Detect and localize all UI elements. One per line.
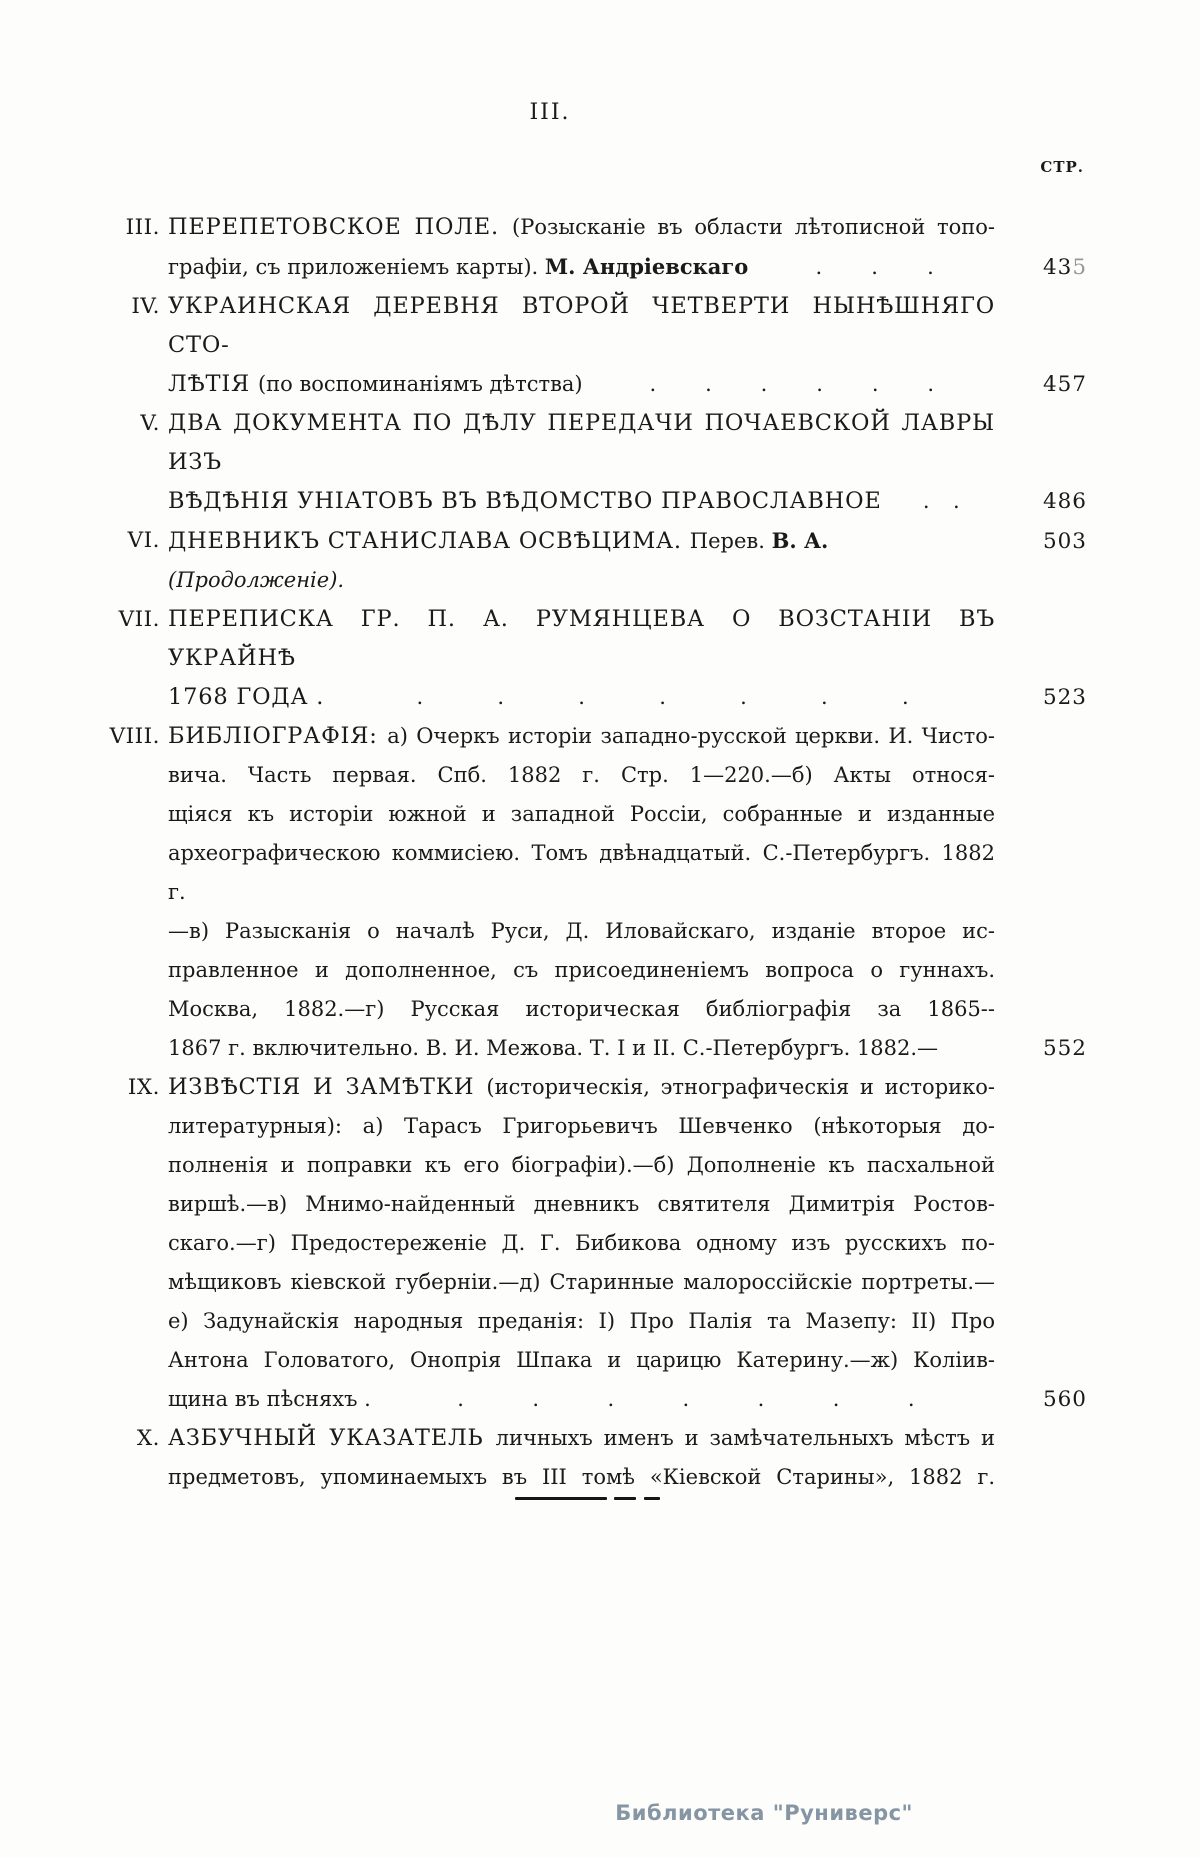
leader-dot: .	[497, 685, 505, 709]
text-segment: полненія и поправки къ его біографіи).—б) Дополненіе къ пасхальной	[168, 1153, 995, 1177]
text-segment: БИБЛІОГРАФІЯ:	[168, 723, 388, 749]
entry-line	[168, 795, 1087, 834]
leader-dot: .	[457, 1387, 464, 1411]
entry-lines	[168, 717, 1087, 1068]
entry-line	[168, 1341, 1087, 1380]
entry-line	[168, 404, 1087, 482]
entry-line-text	[168, 1302, 995, 1341]
entry-line	[168, 756, 1087, 795]
entry-line-text	[168, 990, 995, 1029]
text-segment: Перев.	[689, 529, 772, 553]
entry-numeral: IV.	[131, 294, 160, 319]
entry-line	[168, 482, 1087, 521]
entry-line-text	[168, 678, 324, 717]
leader-dot: .	[927, 255, 934, 279]
leader-dot: .	[821, 685, 828, 709]
entry-line	[168, 1302, 1087, 1341]
entry-page-number: 435	[1042, 255, 1087, 280]
entry-lines	[168, 287, 1087, 404]
section-divider	[515, 1497, 665, 1500]
leader-dot: .	[815, 255, 823, 279]
entry-line-text	[168, 717, 995, 756]
text-segment: ВѢДѢНІЯ УНІАТОВЪ ВЪ ВѢДОМСТВО ПРАВОСЛАВНОЕ	[168, 488, 882, 514]
entry-line-text	[168, 1380, 371, 1419]
entry-line	[168, 1419, 1087, 1458]
entry-page-number: 486	[1042, 489, 1087, 514]
text-segment: мѣщиковъ кіевской губерніи.—д) Старинные малороссійскіе портреты.—	[168, 1270, 995, 1294]
entry-line	[168, 1185, 1087, 1224]
text-segment: е) Задунайскія народныя преданія: I) Про Палія та Мазепу: II) Про	[168, 1309, 995, 1333]
text-segment: вича. Часть первая. Спб. 1882 г. Стр. 1—220.—б) Акты относя-	[168, 763, 995, 787]
leader-dot: .	[952, 489, 960, 513]
text-segment: ДНЕВНИКЪ СТАНИСЛАВА ОСВѢЦИМА.	[168, 528, 690, 554]
entry-page-number: 552	[1042, 1036, 1087, 1061]
entry-line-text	[168, 404, 995, 482]
toc-entry	[98, 600, 1087, 717]
entry-line-text	[168, 834, 995, 912]
entry-line-text	[168, 1107, 995, 1146]
leader-dot: .	[607, 1387, 615, 1411]
text-segment: ДВА ДОКУМЕНТА ПО ДѢЛУ ПЕРЕДАЧИ ПОЧАЕВСКОЙ ЛАВРЫ ИЗЪ	[168, 410, 995, 475]
text-segment: В. А.	[771, 528, 829, 553]
text-segment: Москва, 1882.—г) Русская историческая библіографія за 1865--	[168, 997, 995, 1021]
toc-entry	[98, 521, 1087, 600]
leader-dot: .	[740, 685, 747, 709]
text-segment: литературныя): а) Тарасъ Григорьевичъ Шевченко (нѣкоторыя до-	[168, 1114, 995, 1138]
divider-segment	[515, 1497, 607, 1500]
entry-lines	[168, 404, 1087, 521]
entry-numeral: III.	[125, 215, 160, 240]
dot-leaders	[371, 1380, 995, 1419]
entry-line-text	[168, 287, 995, 365]
dot-leaders	[324, 678, 995, 717]
entry-line-text	[168, 1263, 995, 1302]
entry-lines	[168, 1419, 1087, 1497]
text-segment: (по воспоминаніямъ дѣтства)	[257, 372, 583, 396]
entry-numeral: VI.	[127, 528, 160, 553]
leader-dot: .	[757, 1387, 765, 1411]
text-segment: щина въ пѣсняхъ .	[168, 1387, 371, 1411]
entry-line-text	[168, 1458, 995, 1497]
entry-line	[168, 521, 1087, 600]
entry-line-text	[168, 1419, 995, 1458]
entry-numeral: V.	[140, 411, 160, 436]
text-segment: предметовъ, упоминаемыхъ въ III томѣ «Кіевской Старины», 1882 г.	[168, 1465, 995, 1489]
toc-entry	[98, 404, 1087, 521]
leader-dot: .	[871, 372, 879, 396]
text-segment: (историческія, этнографическія и историко-	[486, 1075, 995, 1099]
toc-entry	[98, 208, 1087, 287]
toc-entry	[98, 1419, 1087, 1497]
entry-numeral: VII.	[118, 607, 160, 632]
page-folio: III.	[529, 100, 571, 125]
entry-numeral: IX.	[127, 1075, 160, 1100]
entry-line-text	[168, 482, 882, 521]
entry-line-text	[168, 521, 965, 600]
text-segment: АЗБУЧНЫЙ УКАЗАТЕЛЬ	[168, 1425, 496, 1451]
library-watermark: Библиотека "Руниверс"	[615, 1801, 913, 1825]
leader-dot: .	[901, 685, 909, 709]
text-segment: 1867 г. включительно. В. И. Межова. Т. I и II. С.-Петербургъ. 1882.—	[168, 1036, 939, 1060]
table-of-contents	[98, 208, 1087, 1497]
leader-dot: .	[907, 1387, 915, 1411]
entry-page-number: 560	[1042, 1387, 1087, 1412]
entry-numeral: X.	[136, 1426, 160, 1451]
text-segment: Антона Головатого, Онопрія Шпака и царицю Катерину.—ж) Коліив-	[168, 1348, 995, 1372]
entry-line-text	[168, 1341, 995, 1380]
entry-line	[168, 717, 1087, 756]
leader-dot: .	[760, 372, 768, 396]
text-segment: —в) Разысканія о началѣ Руси, Д. Иловайскаго, изданіе второе ис-	[168, 919, 995, 943]
entry-line-text	[168, 1146, 995, 1185]
entry-line	[168, 951, 1087, 990]
entry-line-text	[168, 1224, 995, 1263]
entry-numeral: VIII.	[109, 724, 160, 749]
entry-line-text	[168, 208, 995, 247]
entry-line	[168, 365, 1087, 404]
text-segment: ИЗВѢСТІЯ И ЗАМѢТКИ	[168, 1074, 487, 1100]
entry-line-text	[168, 365, 583, 404]
dot-leaders	[882, 482, 995, 521]
entry-line	[168, 1107, 1087, 1146]
entry-line	[168, 287, 1087, 365]
entry-lines	[168, 600, 1087, 717]
toc-entry	[98, 1068, 1087, 1419]
toc-entry	[98, 287, 1087, 404]
entry-line	[168, 912, 1087, 951]
entry-lines	[168, 521, 1087, 600]
text-segment: правленное и дополненное, съ присоединеніемъ вопроса о гуннахъ.	[168, 958, 995, 982]
leader-dot: .	[649, 372, 657, 396]
text-segment: 1768 ГОДА .	[168, 684, 325, 710]
text-segment: ПЕРЕПИСКА ГР. П. А. РУМЯНЦЕВА О ВОЗСТАНІИ ВЪ УКРАЙНѢ	[168, 606, 995, 671]
entry-line	[168, 1029, 1087, 1068]
text-segment: личныхъ именъ и замѣчательныхъ мѣстъ и	[495, 1426, 996, 1450]
divider-segment	[644, 1497, 660, 1500]
text-segment: графіи, съ приложеніемъ карты).	[168, 255, 545, 279]
text-segment: археографическою коммисіею. Томъ двѣнадцатый. С.-Петербургъ. 1882 г.	[168, 841, 995, 904]
entry-line	[168, 1380, 1087, 1419]
entry-line	[168, 678, 1087, 717]
entry-line-text	[168, 795, 995, 834]
entry-line-text	[168, 1068, 995, 1107]
leader-dot: .	[816, 372, 823, 396]
entry-line	[168, 1263, 1087, 1302]
entry-line-text	[168, 756, 995, 795]
entry-line	[168, 247, 1087, 287]
leader-dot: .	[927, 372, 935, 396]
entry-line-text	[168, 1029, 938, 1068]
entry-line	[168, 834, 1087, 912]
entry-line	[168, 208, 1087, 247]
leader-dot: .	[871, 255, 878, 279]
leader-dot: .	[682, 1387, 690, 1411]
entry-line	[168, 1458, 1087, 1497]
text-segment: (Продолженіе).	[168, 568, 345, 592]
dot-leaders	[583, 365, 995, 404]
entry-page-number: 503	[1042, 529, 1087, 554]
text-segment: ЛѢТІЯ	[168, 371, 258, 397]
entry-page-number: 523	[1042, 685, 1087, 710]
leader-dot: .	[832, 1387, 840, 1411]
toc-entry	[98, 717, 1087, 1068]
text-segment: виршѣ.—в) Мнимо-найденный дневникъ святителя Димитрія Ростов-	[168, 1192, 995, 1216]
entry-line-text	[168, 1185, 995, 1224]
leader-dot: .	[578, 685, 585, 709]
text-segment: скаго.—г) Предостереженіе Д. Г. Бибикова одному изъ русскихъ по-	[168, 1231, 995, 1255]
entry-lines	[168, 208, 1087, 287]
entry-page-number: 457	[1042, 372, 1087, 397]
page-column-header: СТР.	[1040, 158, 1084, 176]
faint-digit: 5	[1072, 255, 1087, 280]
text-segment: щіяся къ исторіи южной и западной Россіи, собранные и изданные	[168, 802, 995, 826]
entry-line	[168, 1146, 1087, 1185]
text-segment: УКРАИНСКАЯ ДЕРЕВНЯ ВТОРОЙ ЧЕТВЕРТИ НЫНѢШНЯГО СТО-	[168, 293, 995, 358]
leader-dot: .	[416, 685, 424, 709]
leader-dot: .	[532, 1387, 540, 1411]
leader-dot: .	[705, 372, 712, 396]
entry-line	[168, 1068, 1087, 1107]
entry-lines	[168, 1068, 1087, 1419]
entry-line-text	[168, 912, 995, 951]
entry-line-text	[168, 247, 748, 287]
divider-segment	[614, 1497, 636, 1500]
leader-dot: .	[922, 489, 930, 513]
text-segment: ПЕРЕПЕТОВСКОЕ ПОЛЕ.	[168, 214, 512, 240]
entry-line	[168, 1224, 1087, 1263]
entry-line-text	[168, 951, 995, 990]
entry-line	[168, 990, 1087, 1029]
leader-dot: .	[659, 685, 666, 709]
entry-line-text	[168, 600, 995, 678]
entry-line	[168, 600, 1087, 678]
text-segment: М. Андріевскаго	[544, 254, 749, 279]
dot-leaders	[748, 248, 995, 287]
text-segment: (Розысканіе въ области лѣтописной топо-	[512, 215, 995, 239]
text-segment: а) Очеркъ исторіи западно-русской церкви. И. Чисто-	[387, 724, 995, 748]
